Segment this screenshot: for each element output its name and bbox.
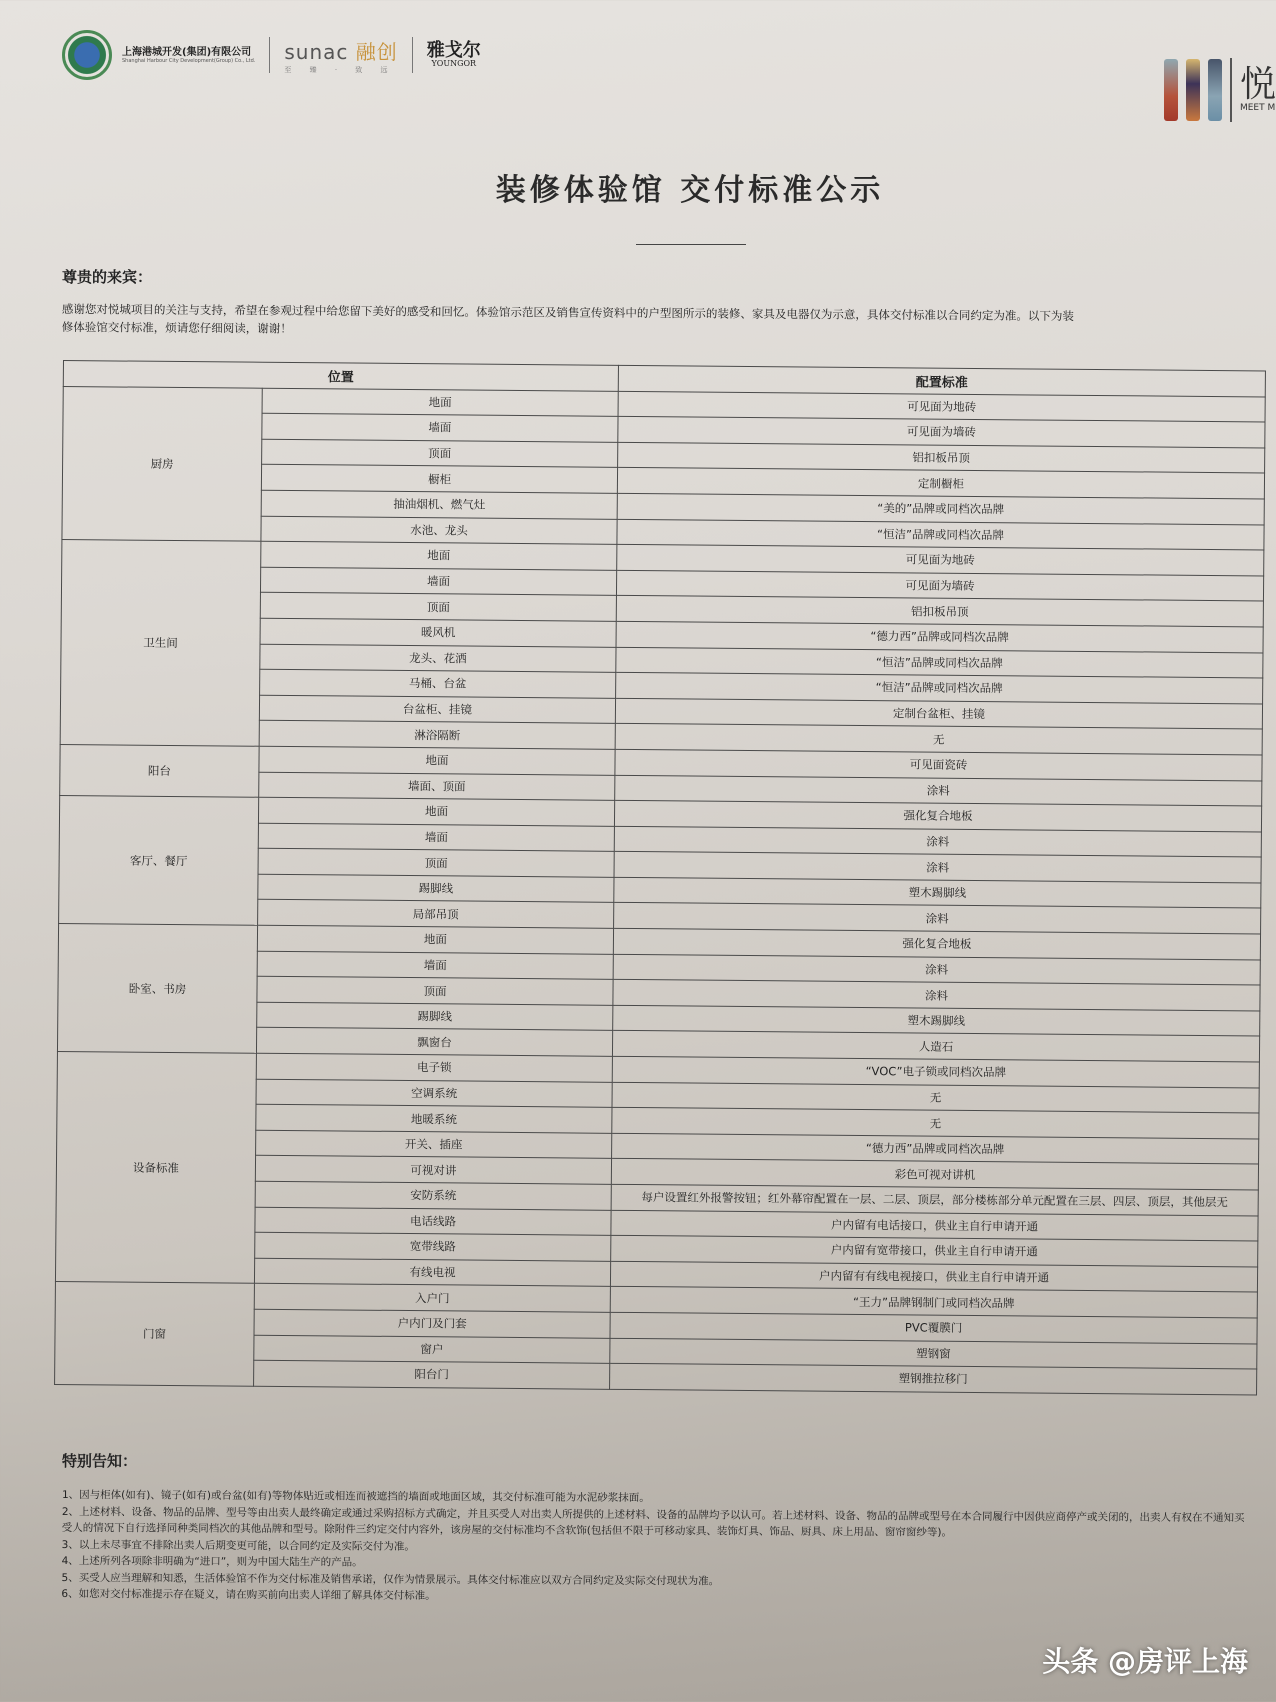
- standard-cell: 涂料: [614, 826, 1261, 857]
- group-cell: 卫生间: [60, 540, 261, 746]
- standard-cell: 塑钢窗: [610, 1338, 1257, 1369]
- standard-cell: 无: [615, 724, 1262, 755]
- note-item: 3、以上未尽事宜不排除出卖人后期变更可能，以合同约定及实际交付为准。: [61, 1538, 415, 1553]
- note-item: 6、如您对交付标准提示存在疑义，请在购买前向出卖人详细了解具体交付标准。: [61, 1587, 436, 1602]
- group-cell: 客厅、餐厅: [59, 796, 259, 926]
- sunac-logo: sunac 融创 至 臻 · 致 远: [284, 39, 398, 74]
- youngor-logo: 雅戈尔 YOUNGOR: [426, 40, 481, 68]
- standard-cell: 强化复合地板: [613, 928, 1260, 959]
- note-item: 2、上述材料、设备、物品的品牌、型号等由出卖人最终确定或通过采购招标方式确定，并且买受人对出卖人所提供的上述材料、设备的品牌均予以认可。若上述材料、设备、物品的品牌或型号在本合同履行中因供应商停产或关闭的，出卖人有权在不通知买受人的情况下自行选择同种类同档次的其他品牌和型号。除附件三约定交付内容外，该房屋的交付标准均不含软饰(包括但不限于可移动家具、装饰灯具、饰品、厨具、床上用品、窗帘窗纱等)。: [61, 1505, 1245, 1539]
- item-cell: 飘窗台: [256, 1028, 612, 1057]
- item-cell: 马桶、台盆: [260, 669, 616, 698]
- item-cell: 空调系统: [256, 1079, 612, 1108]
- item-cell: 入户门: [254, 1284, 610, 1313]
- item-cell: 顶面: [257, 976, 613, 1005]
- item-cell: 地面: [259, 746, 615, 775]
- group-cell: 厨房: [62, 386, 262, 541]
- standard-cell: “VOC”电子锁或同档次品牌: [612, 1056, 1259, 1087]
- standard-cell: “恒洁”品牌或同档次品牌: [617, 519, 1264, 550]
- item-cell: 顶面: [260, 593, 616, 622]
- item-cell: 墙面: [258, 823, 614, 852]
- standard-cell: 户内留有宽带接口，供业主自行申请开通: [611, 1236, 1258, 1267]
- item-cell: 地面: [257, 925, 613, 954]
- standard-cell: 可见面为墙砖: [618, 417, 1265, 448]
- header-standard: 配置标准: [618, 365, 1265, 396]
- item-cell: 台盆柜、挂镜: [259, 695, 615, 724]
- standard-cell: 无: [612, 1082, 1259, 1113]
- item-cell: 地面: [262, 388, 618, 417]
- notes-list: [61, 1487, 1252, 1609]
- note-item: 5、买受人应当理解和知悉，生活体验馆不作为交付标准及销售承诺，仅作为情景展示。具体交付标准应以双方合同约定及实际交付现状为准。: [61, 1571, 720, 1587]
- standard-cell: 每户设置红外报警按钮；红外幕帘配置在一层、二层、顶层，部分楼栋部分单元配置在三层、四层、顶层，其他层无: [611, 1184, 1258, 1215]
- item-cell: 电话线路: [255, 1207, 611, 1236]
- standard-cell: “恒洁”品牌或同档次品牌: [616, 647, 1263, 678]
- project-brand-logo: 悦 MEET M: [1164, 58, 1276, 122]
- standard-cell: 涂料: [614, 852, 1261, 883]
- harbour-city-emblem-icon: [62, 30, 112, 80]
- standard-cell: 人造石: [612, 1031, 1259, 1062]
- item-cell: 有线电视: [254, 1258, 610, 1287]
- item-cell: 顶面: [262, 439, 618, 468]
- header-location: 位置: [63, 361, 618, 391]
- item-cell: 淋浴隔断: [259, 721, 615, 750]
- standard-cell: 铝扣板吊顶: [618, 442, 1265, 473]
- standard-cell: 涂料: [615, 775, 1262, 806]
- item-cell: 地面: [261, 541, 617, 570]
- item-cell: 墙面: [260, 567, 616, 596]
- item-cell: 龙头、花洒: [260, 644, 616, 673]
- item-cell: 橱柜: [261, 465, 617, 494]
- item-cell: 户内门及门套: [254, 1309, 610, 1338]
- standard-cell: 涂料: [613, 980, 1260, 1011]
- standard-cell: 可见面为地砖: [618, 391, 1265, 422]
- logo-divider: [412, 37, 413, 73]
- notes-title: 特别告知：: [62, 1452, 138, 1470]
- standard-cell: PVC覆膜门: [610, 1312, 1257, 1343]
- logo-divider: [269, 37, 270, 73]
- item-cell: 水池、龙头: [261, 516, 617, 545]
- item-cell: 阳台门: [254, 1360, 610, 1389]
- partner-logos: [62, 30, 481, 80]
- standard-cell: “德力西”品牌或同档次品牌: [612, 1133, 1259, 1164]
- standard-cell: 涂料: [613, 954, 1260, 985]
- brand-exclamation-icon: [1164, 59, 1222, 121]
- standard-cell: 无: [612, 1108, 1259, 1139]
- standard-cell: 定制橱柜: [617, 468, 1264, 499]
- item-cell: 墙面: [257, 951, 613, 980]
- group-cell: 卧室、书房: [57, 924, 257, 1054]
- standard-cell: “美的”品牌或同档次品牌: [617, 493, 1264, 524]
- standard-cell: 铝扣板吊顶: [616, 596, 1263, 627]
- watermark: 头条 @房评上海: [1042, 1645, 1248, 1678]
- item-cell: 安防系统: [255, 1181, 611, 1210]
- intro-paragraph: 感谢您对悦城项目的关注与支持，希望在参观过程中给您留下美好的感受和回忆。体验馆示范区及销售宣传资料中的户型图所示的装修、家具及电器仅为示意，具体交付标准以合同约定为准。以下为装修体验馆交付标准，烦请您仔细阅读，谢谢！: [61, 301, 1074, 336]
- note-item: 1、因与柜体(如有)、镜子(如有)或台盆(如有)等物体贴近或相连而被遮挡的墙面或地面区域，其交付标准可能为水泥砂浆抹面。: [61, 1489, 650, 1505]
- item-cell: 踢脚线: [257, 1002, 613, 1031]
- standard-cell: 强化复合地板: [614, 800, 1261, 831]
- standard-cell: 户内留有电话接口，供业主自行申请开通: [611, 1210, 1258, 1241]
- item-cell: 暖风机: [260, 618, 616, 647]
- group-cell: 阳台: [60, 744, 259, 797]
- item-cell: 地面: [258, 797, 614, 826]
- item-cell: 踢脚线: [258, 874, 614, 903]
- title-divider: [636, 244, 746, 245]
- item-cell: 可视对讲: [255, 1156, 611, 1185]
- page-title: 装修体验馆 交付标准公示: [495, 173, 885, 208]
- item-cell: 宽带线路: [255, 1232, 611, 1261]
- item-cell: 墙面: [262, 413, 618, 442]
- item-cell: 抽油烟机、燃气灶: [261, 490, 617, 519]
- item-cell: 窗户: [254, 1335, 610, 1364]
- group-cell: 设备标准: [55, 1052, 256, 1284]
- standard-cell: 彩色可视对讲机: [611, 1159, 1258, 1190]
- standard-cell: 塑木踢脚线: [613, 1005, 1260, 1036]
- group-cell: 门窗: [55, 1282, 255, 1386]
- item-cell: 地暖系统: [256, 1104, 612, 1133]
- note-item: 4、上述所列各项除非明确为“进口”，则为中国大陆生产的产品。: [61, 1554, 363, 1569]
- standard-cell: 塑木踢脚线: [614, 877, 1261, 908]
- item-cell: 顶面: [258, 849, 614, 878]
- delivery-standard-table: [54, 360, 1266, 1395]
- item-cell: 墙面、顶面: [259, 772, 615, 801]
- standard-cell: 户内留有有线电视接口，供业主自行申请开通: [610, 1261, 1257, 1292]
- item-cell: 局部吊顶: [258, 900, 614, 929]
- greeting: 尊贵的来宾：: [62, 268, 153, 286]
- standard-cell: 定制台盆柜、挂镜: [615, 698, 1262, 729]
- standard-cell: 可见面为墙砖: [616, 570, 1263, 601]
- item-cell: 开关、插座: [256, 1130, 612, 1159]
- standard-cell: 涂料: [614, 903, 1261, 934]
- standard-cell: 塑钢推拉移门: [610, 1363, 1257, 1394]
- standard-cell: “王力”品牌钢制门或同档次品牌: [610, 1287, 1257, 1318]
- item-cell: 电子锁: [256, 1053, 612, 1082]
- standard-cell: 可见面瓷砖: [615, 749, 1262, 780]
- standard-cell: “德力西”品牌或同档次品牌: [616, 621, 1263, 652]
- standard-cell: 可见面为地砖: [617, 544, 1264, 575]
- standard-cell: “恒洁”品牌或同档次品牌: [616, 672, 1263, 703]
- harbour-city-logo: 上海港城开发(集团)有限公司 Shanghai Harbour City Development(Group) Co., Ltd.: [122, 46, 256, 64]
